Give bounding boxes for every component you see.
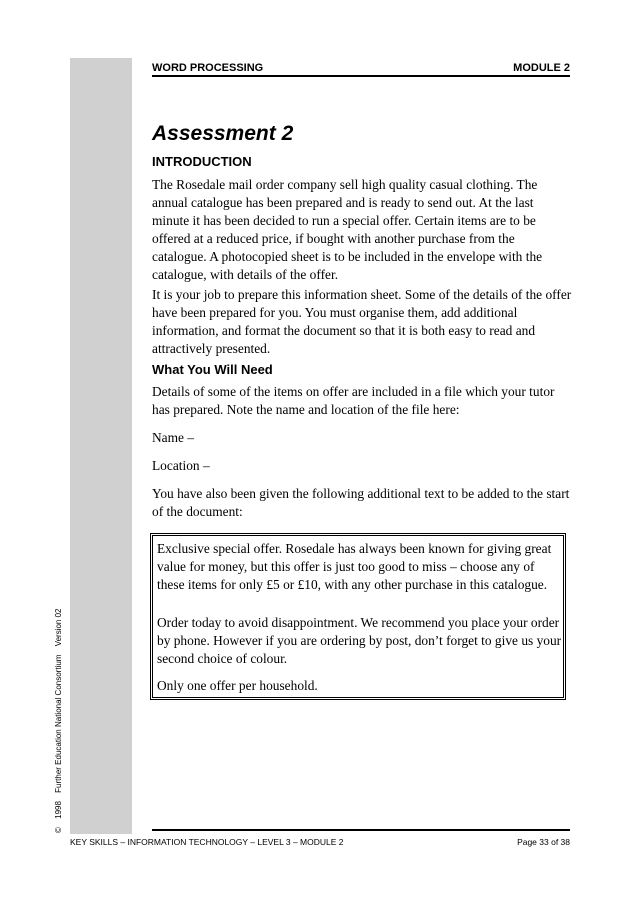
need-paragraph-1: Details of some of the items on offer are included in a file which your tutor has prepared. Note the name and location of the file here: <box>152 384 555 417</box>
copyright-org: Further Education National Consortium <box>54 654 63 793</box>
footer-page-number: Page 33 of 38 <box>517 837 570 847</box>
need-heading: What You Will Need <box>152 362 273 377</box>
grey-margin-bar <box>70 58 132 834</box>
header-rule <box>152 75 570 77</box>
copyright-symbol: © <box>54 827 63 833</box>
copyright-year: 1998 <box>54 801 63 819</box>
need-paragraph-4: You have also been given the following additional text to be added to the start of the document: <box>152 486 570 519</box>
copyright-version: Version 02 <box>54 608 63 647</box>
box-paragraph-2: Order today to avoid disappointment. We recommend you place your order by phone. However if you are ordering by post, don’t forget to give us your second choice of colour. <box>157 615 562 666</box>
header-left: WORD PROCESSING <box>152 62 264 74</box>
intro-paragraph-2: It is your job to prepare this information sheet. Some of the details of the offer have been prepared for you. You must organise them, add additional information, and format the document so that it is both easy to read and attractively presented. <box>152 287 572 356</box>
page-title: Assessment 2 <box>152 122 294 145</box>
page-header <box>152 60 570 80</box>
box-paragraph-1: Exclusive special offer. Rosedale has always been known for giving great value for money, but this offer is just too good to miss – choose any of these items for only £5 or £10, with any other purchase in this catalogue. <box>157 541 552 592</box>
side-copyright <box>54 602 63 833</box>
header-right: MODULE 2 <box>513 62 570 74</box>
name-line: Name – <box>152 430 195 445</box>
intro-paragraph-1: The Rosedale mail order company sell high quality casual clothing. The annual catalogue has been prepared and is ready to send out. At the last minute it has been decided to run a special offer. Certain items are to be offered at a reduced price, if bought with another purchase from the catalogue. A photocopied sheet is to be included in the envelope with the catalogue, with details of the offer. <box>152 177 543 282</box>
location-line: Location – <box>152 458 210 473</box>
intro-heading: INTRODUCTION <box>152 154 252 169</box>
footer-rule <box>152 829 570 831</box>
box-paragraph-3: Only one offer per household. <box>157 678 318 693</box>
footer-left: KEY SKILLS – INFORMATION TECHNOLOGY – LEVEL 3 – MODULE 2 <box>70 837 344 847</box>
